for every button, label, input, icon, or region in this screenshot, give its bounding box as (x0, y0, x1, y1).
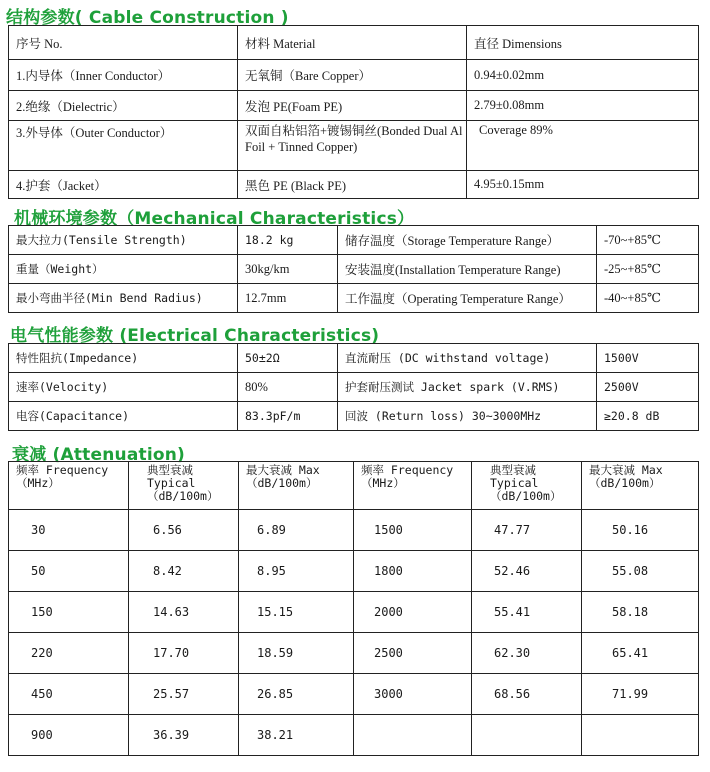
cell: 1800 (354, 551, 472, 592)
cell: 2500V (597, 373, 699, 402)
cell: 47.77 (472, 510, 582, 551)
cell: 52.46 (472, 551, 582, 592)
mechanical-title: 机械环境参数（Mechanical Characteristics） (14, 209, 415, 229)
header-cell: 频率 Frequency （MHz） (354, 462, 472, 510)
cell: 26.85 (239, 674, 354, 715)
table-row (9, 402, 699, 431)
cell: 8.95 (239, 551, 354, 592)
table-header-row (9, 26, 699, 60)
cell (582, 715, 699, 756)
cell: 4.护套（Jacket） (9, 171, 238, 199)
cell: 2.绝缘（Dielectric） (9, 91, 238, 121)
cell: 3000 (354, 674, 472, 715)
header-cell: 典型衰减 Typical （dB/100m） (129, 462, 239, 510)
cell: 特性阻抗(Impedance) (9, 344, 238, 373)
table-row (9, 255, 699, 284)
table-row (9, 510, 699, 551)
cell: 2000 (354, 592, 472, 633)
cell: 储存温度（Storage Temperature Range） (338, 226, 597, 255)
header-cell: 序号 No. (9, 26, 238, 60)
cell: 14.63 (129, 592, 239, 633)
table-row (9, 171, 699, 199)
cell: 83.3pF/m (238, 402, 338, 431)
cell: 150 (9, 592, 129, 633)
cell: 50.16 (582, 510, 699, 551)
mechanical-table (8, 225, 699, 313)
attenuation-table (8, 461, 699, 756)
cell: 900 (9, 715, 129, 756)
header-cell: 最大衰减 Max （dB/100m） (239, 462, 354, 510)
header-cell: 典型衰减 Typical （dB/100m） (472, 462, 582, 510)
cell: 18.59 (239, 633, 354, 674)
table-row (9, 633, 699, 674)
cell: 8.42 (129, 551, 239, 592)
cell: 0.94±0.02mm (467, 60, 699, 91)
cell: Coverage 89% (467, 121, 699, 171)
table-row (9, 715, 699, 756)
header-cell: 频率 Frequency （MHz） (9, 462, 129, 510)
cell: 4.95±0.15mm (467, 171, 699, 199)
cell: 6.56 (129, 510, 239, 551)
table-row (9, 674, 699, 715)
cell: -70~+85℃ (597, 226, 699, 255)
construction-title: 结构参数( Cable Construction ) (6, 8, 289, 28)
cell: 25.57 (129, 674, 239, 715)
cell: 重量（Weight） (9, 255, 238, 284)
cell: 58.18 (582, 592, 699, 633)
cell: 电容(Capacitance) (9, 402, 238, 431)
header-cell: 最大衰减 Max （dB/100m） (582, 462, 699, 510)
electrical-table (8, 343, 699, 431)
cell: 220 (9, 633, 129, 674)
cell: 38.21 (239, 715, 354, 756)
cell: 1.内导体（Inner Conductor） (9, 60, 238, 91)
cell: 护套耐压测试 Jacket spark (V.RMS) (338, 373, 597, 402)
table-header-row (9, 462, 699, 510)
cell: 50 (9, 551, 129, 592)
cell: 17.70 (129, 633, 239, 674)
header-cell: 材料 Material (238, 26, 467, 60)
cell: 65.41 (582, 633, 699, 674)
table-row (9, 121, 699, 171)
cell: 2500 (354, 633, 472, 674)
table-row (9, 551, 699, 592)
cell: 最大拉力(Tensile Strength) (9, 226, 238, 255)
cell: 71.99 (582, 674, 699, 715)
cell: 1500 (354, 510, 472, 551)
cell: 62.30 (472, 633, 582, 674)
cell: 安装温度(Installation Temperature Range) (338, 255, 597, 284)
cell: -25~+85℃ (597, 255, 699, 284)
table-row (9, 592, 699, 633)
cell: 450 (9, 674, 129, 715)
cell: 30 (9, 510, 129, 551)
table-row (9, 91, 699, 121)
cell: 18.2 kg (238, 226, 338, 255)
cell: 回波 (Return loss) 30~3000MHz (338, 402, 597, 431)
cell: ≥20.8 dB (597, 402, 699, 431)
cell: 15.15 (239, 592, 354, 633)
table-row (9, 226, 699, 255)
table-row (9, 344, 699, 373)
cell: 1500V (597, 344, 699, 373)
cell: 80% (238, 373, 338, 402)
cell: 36.39 (129, 715, 239, 756)
cell: 55.08 (582, 551, 699, 592)
cell (472, 715, 582, 756)
cell: 50±2Ω (238, 344, 338, 373)
table-row (9, 60, 699, 91)
cell: 2.79±0.08mm (467, 91, 699, 121)
cell: 6.89 (239, 510, 354, 551)
cell: 双面自粘铝箔+镀锡铜丝(Bonded Dual Al Foil + Tinned Copper) (238, 121, 467, 171)
cell: 无氧铜（Bare Copper） (238, 60, 467, 91)
cell: 55.41 (472, 592, 582, 633)
cell: 直流耐压 (DC withstand voltage) (338, 344, 597, 373)
attenuation-title: 衰减 (Attenuation) (12, 445, 186, 465)
cell: 30kg/km (238, 255, 338, 284)
cell: 3.外导体（Outer Conductor） (9, 121, 238, 171)
table-row (9, 373, 699, 402)
construction-table (8, 25, 699, 199)
cell: -40~+85℃ (597, 284, 699, 313)
cell: 黑色 PE (Black PE) (238, 171, 467, 199)
electrical-title: 电气性能参数 (Electrical Characteristics) (10, 326, 380, 346)
cell: 工作温度（Operating Temperature Range） (338, 284, 597, 313)
cell: 12.7mm (238, 284, 338, 313)
cell: 发泡 PE(Foam PE) (238, 91, 467, 121)
table-row (9, 284, 699, 313)
cell: 68.56 (472, 674, 582, 715)
cell: 最小弯曲半径(Min Bend Radius) (9, 284, 238, 313)
cell: 速率(Velocity) (9, 373, 238, 402)
header-cell: 直径 Dimensions (467, 26, 699, 60)
cell (354, 715, 472, 756)
